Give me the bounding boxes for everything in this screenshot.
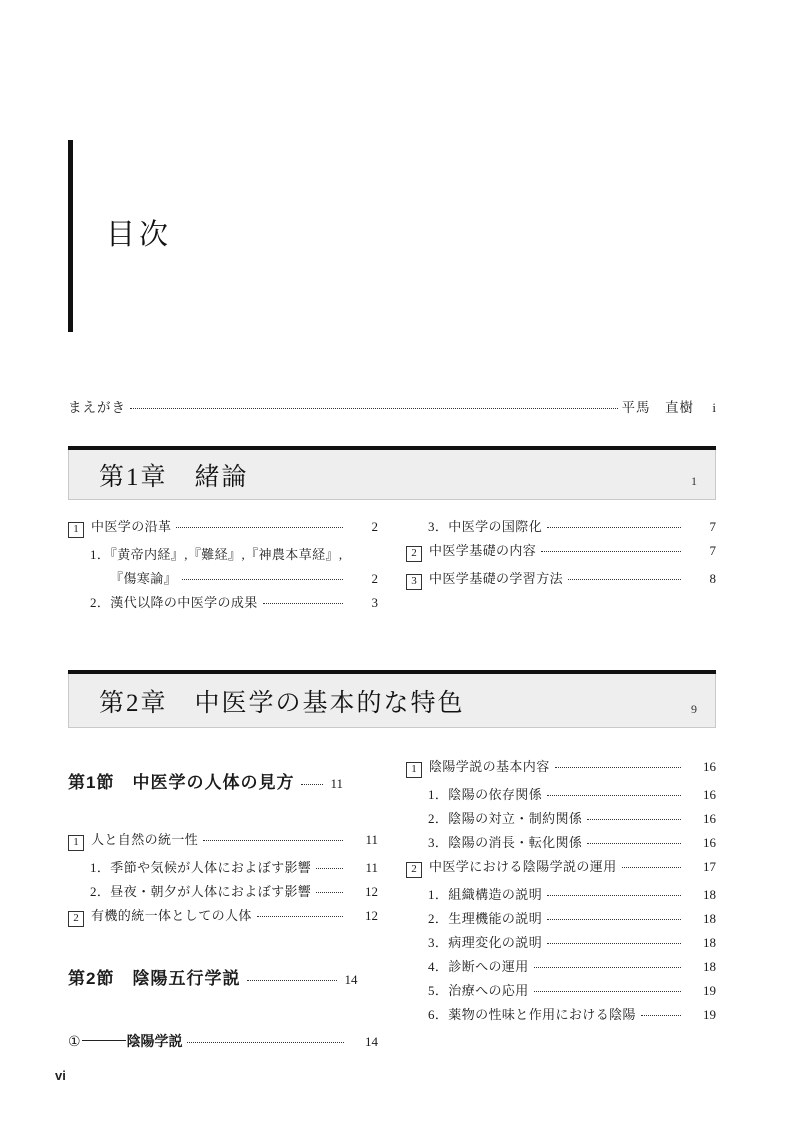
subsection-entry-page: 14 xyxy=(365,1034,378,1049)
boxed-number-marker: 1 xyxy=(68,522,84,538)
toc-entry-page: 19 xyxy=(703,1007,716,1022)
toc-entry-page: 2 xyxy=(371,519,378,534)
toc-entry-label: 3．病理変化の説明 xyxy=(428,935,543,950)
dot-leader xyxy=(547,919,681,920)
toc-entry-page: 16 xyxy=(703,759,716,774)
toc-entry[interactable] xyxy=(406,520,716,533)
chapter-1-left-column xyxy=(68,520,378,620)
toc-entry[interactable] xyxy=(406,788,716,801)
toc-entry[interactable] xyxy=(406,544,716,561)
toc-entry-label: 1．季節や気候が人体におよぼす影響 xyxy=(90,860,312,875)
dot-leader xyxy=(247,980,337,981)
toc-entry-label: 1．組織構造の説明 xyxy=(428,887,543,902)
section-heading-1-page: 11 xyxy=(330,776,343,791)
dot-leader xyxy=(547,795,681,796)
toc-entry-label: 『傷寒論』 xyxy=(110,571,178,586)
boxed-number-marker: 1 xyxy=(68,835,84,851)
toc-entry[interactable] xyxy=(406,812,716,825)
dot-leader xyxy=(316,892,343,893)
chapter-2-right-column xyxy=(406,760,716,1032)
chapter-2-left-entries xyxy=(68,833,378,926)
dot-leader xyxy=(301,784,323,785)
title-vertical-rule xyxy=(68,140,73,332)
preface-entry[interactable] xyxy=(68,396,716,416)
dot-leader xyxy=(534,991,681,992)
subsection-entry-circled[interactable] xyxy=(68,1031,378,1051)
dot-leader xyxy=(130,408,618,409)
toc-entry-label: 中医学基礎の内容 xyxy=(429,543,537,558)
dot-leader xyxy=(316,868,343,869)
toc-entry-label: 3．陰陽の消長・転化関係 xyxy=(428,835,583,850)
boxed-number-marker: 2 xyxy=(406,546,422,562)
toc-entry-label: 1．『黄帝内経』,『難経』,『神農本草経』, xyxy=(90,547,343,562)
dot-leader xyxy=(547,943,681,944)
toc-entry-page: 12 xyxy=(365,908,378,923)
toc-entry-label: 中医学における陰陽学説の運用 xyxy=(429,859,617,874)
dot-leader xyxy=(263,603,343,604)
toc-entry[interactable] xyxy=(68,885,378,898)
dot-leader xyxy=(547,895,681,896)
page-folio: vi xyxy=(55,1068,66,1083)
toc-entry-label: 人と自然の統一性 xyxy=(91,832,199,847)
toc-entry[interactable] xyxy=(406,860,716,877)
boxed-number-marker: 1 xyxy=(406,762,422,778)
toc-entry-label: 3．中医学の国際化 xyxy=(428,519,543,534)
section-heading-2-label: 第2節 陰陽五行学説 xyxy=(68,969,241,988)
preface-author: 平馬 直樹 xyxy=(621,400,694,415)
subsection-entry-label: 陰陽学説 xyxy=(126,1033,183,1049)
toc-entry-page: 11 xyxy=(365,832,378,847)
toc-entry-label: 有機的統一体としての人体 xyxy=(91,908,252,923)
toc-entry[interactable] xyxy=(406,960,716,973)
chapter-1-right-column xyxy=(406,520,716,620)
dot-leader xyxy=(534,967,681,968)
toc-entry-label: 中医学の沿革 xyxy=(91,519,172,534)
dot-leader xyxy=(547,527,681,528)
toc-entry-page: 16 xyxy=(703,787,716,802)
toc-entry-page: 18 xyxy=(703,935,716,950)
toc-entry[interactable] xyxy=(68,596,378,609)
toc-entry-label: 1．陰陽の依存関係 xyxy=(428,787,543,802)
dot-leader xyxy=(555,767,681,768)
toc-entry[interactable] xyxy=(406,760,716,777)
toc-entry-label: 陰陽学説の基本内容 xyxy=(429,759,550,774)
toc-entry-page: 18 xyxy=(703,959,716,974)
toc-entry-page: 8 xyxy=(709,571,716,586)
section-heading-2[interactable] xyxy=(68,964,378,989)
dash-rule xyxy=(82,1040,126,1041)
toc-entry-page: 16 xyxy=(703,811,716,826)
chapter-title-1: 第1章 緒論 xyxy=(99,463,249,491)
toc-entry[interactable] xyxy=(406,936,716,949)
toc-entry[interactable] xyxy=(406,912,716,925)
chapter-2-left-column xyxy=(68,768,378,1051)
toc-entry-page: 2 xyxy=(371,571,378,586)
chapter-title-2: 第2章 中医学の基本的な特色 xyxy=(99,689,465,717)
chapter-header-1[interactable] xyxy=(68,446,716,500)
toc-title-block xyxy=(68,140,468,335)
toc-entry[interactable] xyxy=(406,888,716,901)
toc-entry[interactable] xyxy=(68,833,378,850)
dot-leader xyxy=(182,579,343,580)
toc-entry-label: 2．昼夜・朝夕が人体におよぼす影響 xyxy=(90,884,312,899)
toc-entry[interactable] xyxy=(68,572,378,585)
preface-label: まえがき xyxy=(68,400,126,415)
dot-leader xyxy=(568,579,681,580)
toc-entry-page: 16 xyxy=(703,835,716,850)
dot-leader xyxy=(257,916,343,917)
dot-leader xyxy=(203,840,343,841)
toc-entry-page: 7 xyxy=(709,519,716,534)
toc-entry[interactable] xyxy=(406,836,716,849)
toc-entry-label: 中医学基礎の学習方法 xyxy=(429,571,564,586)
dot-leader xyxy=(587,843,681,844)
toc-entry-label: 2．漢代以降の中医学の成果 xyxy=(90,595,258,610)
toc-entry-page: 11 xyxy=(365,860,378,875)
toc-entry[interactable] xyxy=(68,520,378,537)
dot-leader xyxy=(622,867,681,868)
chapter-header-2[interactable] xyxy=(68,670,716,728)
toc-entry-label: 2．陰陽の対立・制約関係 xyxy=(428,811,583,826)
toc-entry-page: 19 xyxy=(703,983,716,998)
dot-leader xyxy=(541,551,681,552)
section-heading-1[interactable] xyxy=(68,768,378,793)
chapter-page-number-1: 1 xyxy=(691,474,697,488)
circled-number-marker: ① xyxy=(68,1034,81,1050)
boxed-number-marker: 2 xyxy=(406,862,422,878)
boxed-number-marker: 3 xyxy=(406,574,422,590)
page-title: 目次 xyxy=(106,219,173,251)
boxed-number-marker: 2 xyxy=(68,911,84,927)
toc-entry[interactable] xyxy=(68,548,378,561)
toc-entry[interactable] xyxy=(68,861,378,874)
toc-entry-label: 2．生理機能の説明 xyxy=(428,911,543,926)
toc-entry-page: 17 xyxy=(703,859,716,874)
section-heading-2-page: 14 xyxy=(344,972,358,987)
dot-leader xyxy=(587,819,681,820)
toc-entry-label: 4．診断への運用 xyxy=(428,959,529,974)
toc-entry[interactable] xyxy=(406,984,716,997)
toc-entry-page: 12 xyxy=(365,884,378,899)
toc-entry-page: 7 xyxy=(709,543,716,558)
toc-entry-page: 18 xyxy=(703,887,716,902)
preface-page-number: i xyxy=(712,400,716,415)
chapter-1-entries xyxy=(68,520,716,620)
toc-entry[interactable] xyxy=(406,1008,716,1021)
dot-leader xyxy=(641,1015,681,1016)
toc-entry-label: 5．治療への応用 xyxy=(428,983,529,998)
chapter-page-number-2: 9 xyxy=(691,702,697,716)
toc-entry-label: 6．薬物の性味と作用における陰陽 xyxy=(428,1007,636,1022)
toc-entry[interactable] xyxy=(68,909,378,926)
section-heading-1-label: 第1節 中医学の人体の見方 xyxy=(68,773,295,792)
toc-entry-page: 3 xyxy=(371,595,378,610)
toc-entry-page: 18 xyxy=(703,911,716,926)
dot-leader xyxy=(176,527,343,528)
dot-leader xyxy=(187,1042,344,1043)
toc-entry[interactable] xyxy=(406,572,716,589)
